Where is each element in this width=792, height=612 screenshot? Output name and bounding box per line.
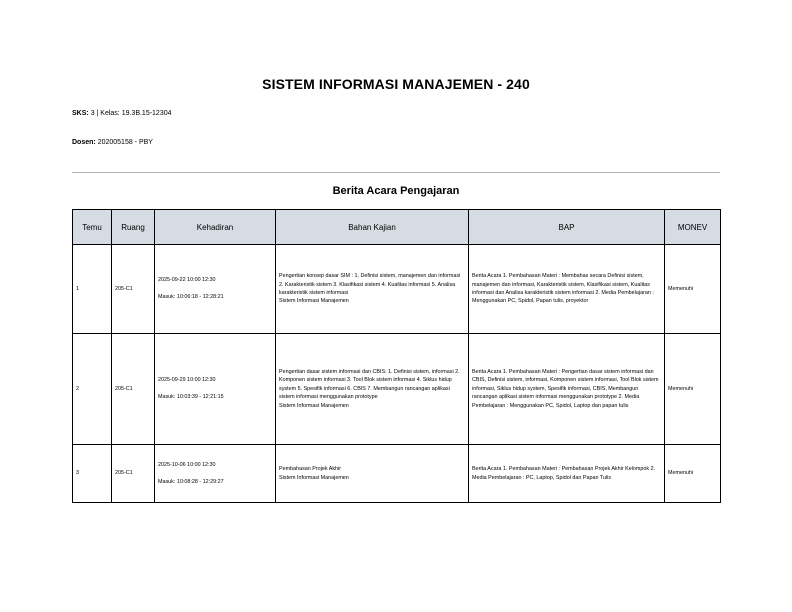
dosen-label: Dosen: xyxy=(72,139,96,146)
header-temu: Temu xyxy=(73,210,112,245)
cell-bahan-kajian xyxy=(276,245,469,334)
header-ruang: Ruang xyxy=(112,210,155,245)
cell-bap: Berita Acara 1. Pembahasan Materi : Pembahasan Projek Akhir Kelompok 2. Media Pembelajaran : PC, Laptop, Spidol dan Papan Tulis xyxy=(469,445,665,503)
kehadiran-schedule: 2025-09-22 10:00 12:30 xyxy=(158,277,216,284)
cell-ruang: 205-C1 xyxy=(112,245,155,334)
bahan-kajian-course: Sistem Informasi Manajemen xyxy=(279,298,349,305)
cell-ruang: 205-C1 xyxy=(112,445,155,503)
header-bap: BAP xyxy=(469,210,665,245)
cell-kehadiran xyxy=(155,245,276,334)
cell-bap: Berita Acara 1. Pembahasan Materi : Pengertian dasar sistem informasi dan CBIS, Definisi sistem, informasi, Komponen sistem informasi, Tool Blok sistem informasi, Siklus hidup system, Spesifik informasi, CBIS, Membangun rancangan aplikasi sistem informasi menggunakan prototype 2. Media Pembelajaran : Menggunakan PC, Spidol, Laptop dan papan tulis xyxy=(469,334,665,445)
kehadiran-checkin: Masuk: 10:06:18 - 12:28:21 xyxy=(158,294,224,301)
cell-monev: Memenuhi xyxy=(665,445,721,503)
table-row xyxy=(73,445,721,503)
lecturer-info xyxy=(72,139,153,146)
bap-table xyxy=(72,209,721,503)
bahan-kajian-text: Pembahasan Projek Akhir xyxy=(279,466,342,473)
cell-temu: 2 xyxy=(73,334,112,445)
bahan-kajian-course: Sistem Informasi Manajemen xyxy=(279,402,349,409)
cell-monev: Memenuhi xyxy=(665,334,721,445)
header-bahan-kajian: Bahan Kajian xyxy=(276,210,469,245)
cell-bahan-kajian xyxy=(276,445,469,503)
bahan-kajian-text: Pengertian dasar sistem informasi dan CBIS: 1. Definisi sistem, informasi 2. Komponen sistem informasi 3. Tool Blok sistem informasi 4. Siklus hidup system 5. Spesifik informasi 6. CBIS 7. Membangun rancangan aplikasi sistem informasi menggunakan prototype xyxy=(279,368,460,401)
cell-kehadiran xyxy=(155,445,276,503)
cell-ruang: 205-C1 xyxy=(112,334,155,445)
cell-kehadiran xyxy=(155,334,276,445)
divider xyxy=(72,172,720,173)
document-title: SISTEM INFORMASI MANAJEMEN - 240 xyxy=(262,76,530,92)
kehadiran-schedule: 2025-09-29 10:00 12:30 xyxy=(158,377,216,384)
kehadiran-checkin: Masuk: 10:08:28 - 12:29:27 xyxy=(158,478,224,485)
cell-monev: Memenuhi xyxy=(665,245,721,334)
cell-temu: 1 xyxy=(73,245,112,334)
table-row xyxy=(73,334,721,445)
section-title: Berita Acara Pengajaran xyxy=(332,185,460,197)
bahan-kajian-text: Pengertian konsep dasar SIM : 1. Definisi sistem, manajemen dan informasi 2. Karakteristik sistem 3. Klasifikasi sistem 4. Kualitas informasi 5. Analisa karakteristik sistem informasi xyxy=(279,273,461,296)
header-monev: MONEV xyxy=(665,210,721,245)
cell-bap: Berita Acara 1. Pembahasan Materi : Membahas secara Definisi sistem, manajemen dan informasi, Karakteristik sistem, Klasifikasi sistem, Kualitas informasi dan Analisa karakteristik sistem informasi 2. Media Pembelajaran : Menggunakan PC, Spidol, Papan tulis, proyektor xyxy=(469,245,665,334)
table-row xyxy=(73,245,721,334)
class-info xyxy=(72,110,172,117)
table-header-row xyxy=(73,210,721,245)
kehadiran-schedule: 2025-10-06 10:00 12:30 xyxy=(158,461,216,468)
sks-value: 3 | Kelas: 19.3B.15-12304 xyxy=(90,110,172,117)
header-kehadiran: Kehadiran xyxy=(155,210,276,245)
bahan-kajian-course: Sistem Informasi Manajemen xyxy=(279,474,349,481)
cell-bahan-kajian xyxy=(276,334,469,445)
sks-label: SKS: xyxy=(72,110,89,117)
dosen-value: 202005158 - PBY xyxy=(97,139,153,146)
kehadiran-checkin: Masuk: 10:03:39 - 12:21:15 xyxy=(158,394,224,401)
cell-temu: 3 xyxy=(73,445,112,503)
